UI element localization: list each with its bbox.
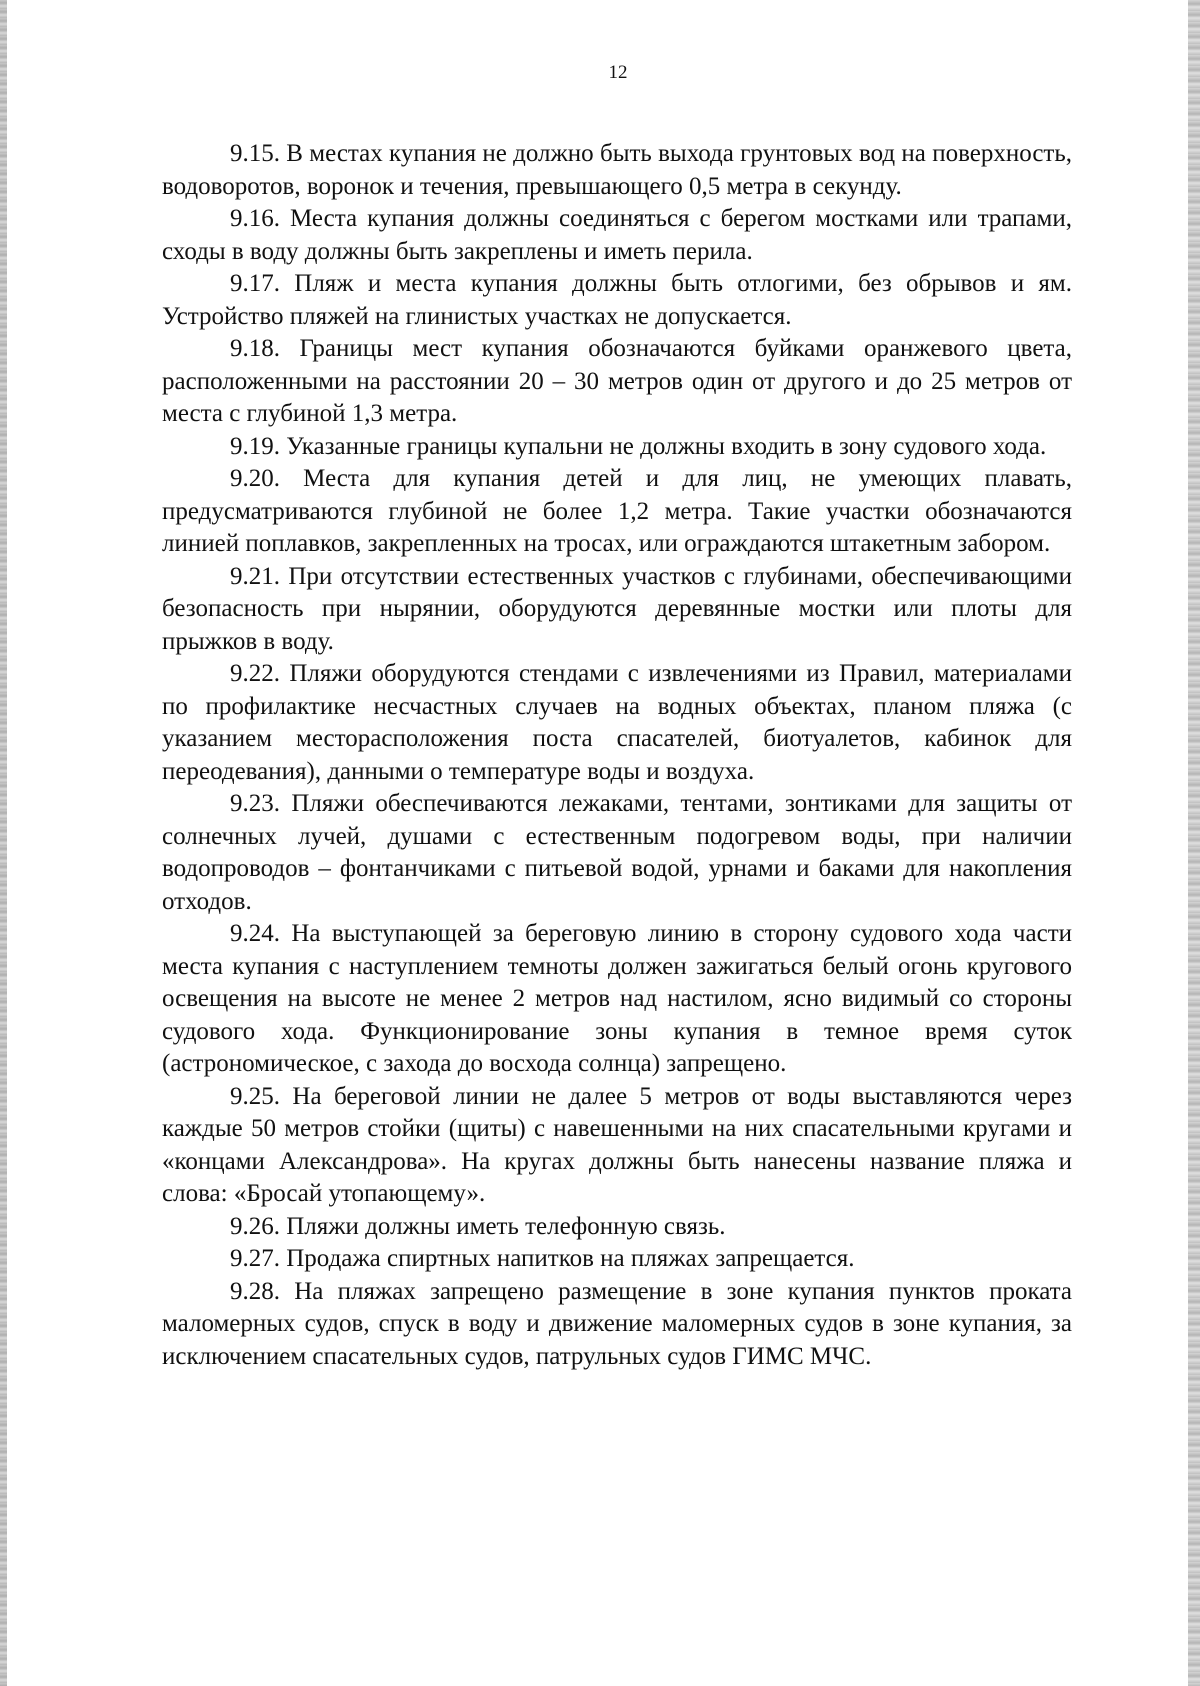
paragraph-9-21: 9.21. При отсутствии естественных участков с глубинами, обеспечивающими безопасность при нырянии, оборудуются деревянные мостки или плоты для прыжков в воду. (162, 562, 1072, 655)
paragraph-9-25: 9.25. На береговой линии не далее 5 метров от воды выставляются через каждые 50 метров стойки (щиты) с навешенными на них спасательными кругами и «концами Александрова». На кругах должны быть нанесены название пляжа и слова: «Бросай утопающему». (162, 1082, 1072, 1207)
paragraph-9-16: 9.16. Места купания должны соединяться с берегом мостками или трапами, сходы в воду должны быть закреплены и иметь перила. (162, 205, 1072, 265)
paragraph-9-23: 9.23. Пляжи обеспечиваются лежаками, тентами, зонтиками для защиты от солнечных лучей, душами с естественным подогревом воды, при наличии водопроводов – фонтанчиками с питьевой водой, урнами и баками для накопления отходов. (162, 790, 1072, 915)
paragraph-9-17: 9.17. Пляж и места купания должны быть отлогими, без обрывов и ям. Устройство пляжей на глинистых участках не допускается. (162, 270, 1072, 330)
paragraph-9-26: 9.26. Пляжи должны иметь телефонную связь. (230, 1212, 726, 1240)
paragraph-9-28: 9.28. На пляжах запрещено размещение в зоне купания пунктов проката маломерных судов, спуск в воду и движение маломерных судов в зоне купания, за исключением спасательных судов, патрульных судов ГИМС МЧС. (162, 1277, 1072, 1370)
scan-edge-right (1188, 0, 1200, 1686)
paragraph-9-24: 9.24. На выступающей за береговую линию в сторону судового хода части места купания с наступлением темноты должен зажигаться белый огонь кругового освещения на высоте не менее 2 метров над настилом, ясно видимый со стороны судового хода. Функционирование зоны купания в темное время суток (астрономическое, с захода до восхода солнца) запрещено. (162, 920, 1072, 1077)
page-number: 12 (608, 62, 628, 83)
paragraph-9-22: 9.22. Пляжи оборудуются стендами с извлечениями из Правил, материалами по профилактике несчастных случаев на водных объектах, планом пляжа (с указанием месторасположения поста спасателей, биотуалетов, кабинок для переодевания), данными о температуре воды и воздуха. (162, 660, 1072, 785)
paragraph-9-19: 9.19. Указанные границы купальни не должны входить в зону судового хода. (230, 432, 1047, 460)
paragraph-9-20: 9.20. Места для купания детей и для лиц, не умеющих плавать, предусматриваются глубиной не более 1,2 метра. Такие участки обозначаются линией поплавков, закрепленных на тросах, или ограждаются штакетным забором. (162, 465, 1072, 557)
paragraph-9-18: 9.18. Границы мест купания обозначаются буйками оранжевого цвета, расположенными на расстоянии 20 – 30 метров один от другого и до 25 метров от места с глубиной 1,3 метра. (162, 335, 1072, 427)
paragraph-9-27: 9.27. Продажа спиртных напитков на пляжах запрещается. (230, 1245, 855, 1272)
paragraph-9-15: 9.15. В местах купания не должно быть выхода грунтовых вод на поверхность, водоворотов, воронок и течения, превышающего 0,5 метра в секунду. (162, 140, 1072, 200)
document-body (162, 138, 1072, 1373)
scan-edge-left (0, 0, 7, 1686)
